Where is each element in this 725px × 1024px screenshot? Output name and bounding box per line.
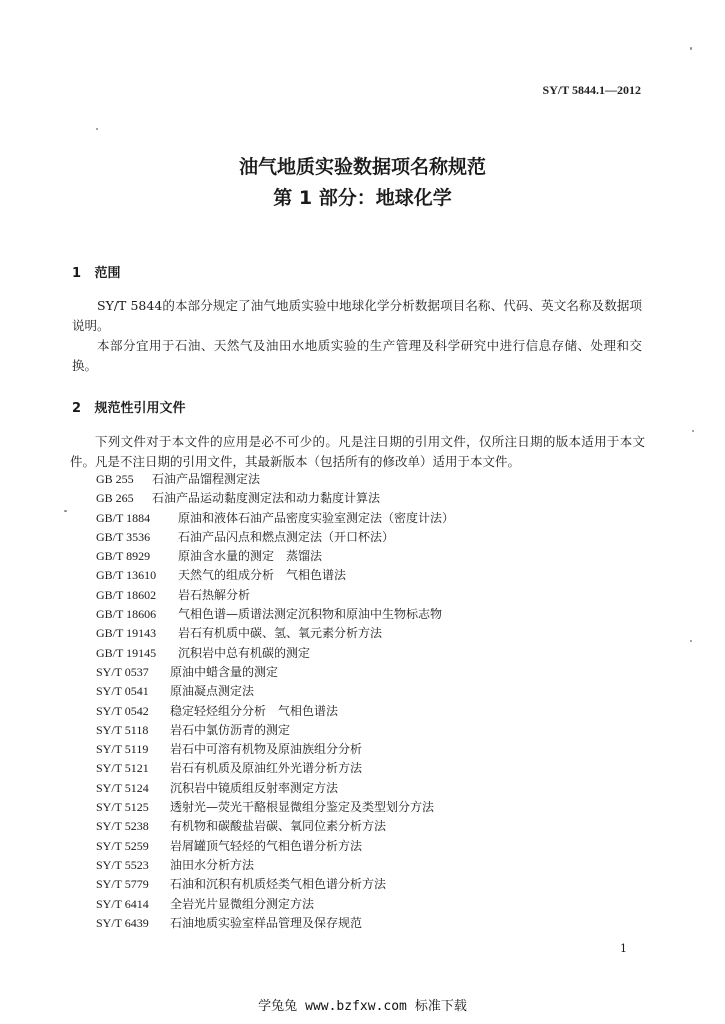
- footer-brand: 学兔兔: [258, 999, 298, 1014]
- section-number: 1: [72, 266, 82, 281]
- section-2-heading: [72, 397, 186, 416]
- reference-title: 岩石热解分析: [178, 587, 251, 602]
- standard-number: SY/T 5844.1—2012: [542, 83, 641, 97]
- reference-item: [96, 895, 454, 914]
- reference-code: GB 265: [96, 491, 134, 506]
- reference-title: 沉积岩中镜质组反射率测定方法: [170, 780, 339, 795]
- reference-code: SY/T 5523: [96, 857, 149, 872]
- reference-code: SY/T 5124: [96, 780, 149, 795]
- reference-item: [96, 624, 454, 643]
- reference-title: 石油产品闪点和燃点测定法（开口杯法）: [178, 529, 395, 544]
- reference-code: SY/T 0541: [96, 684, 149, 699]
- reference-item: [96, 856, 454, 875]
- watermark-footer: [0, 995, 725, 1014]
- reference-code: SY/T 0542: [96, 703, 149, 718]
- reference-code: SY/T 5118: [96, 722, 149, 737]
- normative-reference-list: [96, 470, 454, 933]
- scan-speck: [690, 47, 692, 50]
- document-subtitle: 第 1 部分：地球化学: [273, 187, 452, 209]
- reference-code: SY/T 5259: [96, 838, 149, 853]
- reference-item: [96, 779, 454, 798]
- reference-item: [96, 721, 454, 740]
- reference-code: GB/T 8929: [96, 549, 151, 564]
- reference-code: SY/T 5121: [96, 761, 149, 776]
- reference-item: [96, 817, 454, 836]
- reference-item: [96, 682, 454, 701]
- reference-code: SY/T 5125: [96, 800, 149, 815]
- reference-code: GB/T 3536: [96, 529, 151, 544]
- reference-title: 有机物和碳酸盐岩碳、氧同位素分析方法: [170, 819, 387, 834]
- reference-code: GB/T 13610: [96, 568, 157, 583]
- reference-item: [96, 470, 454, 489]
- section-1-paragraph-2: 本部分宜用于石油、天然气及油田水地质实验的生产管理及科学研究中进行信息存储、处理和交换。: [72, 337, 642, 373]
- reference-code: GB/T 19143: [96, 626, 157, 641]
- reference-title: 岩石中可溶有机物及原油族组分分析: [170, 742, 363, 757]
- section-2-paragraph-1: 下列文件对于本文件的应用是必不可少的。凡是注日期的引用文件，仅所注日期的版本适用于本文件。凡是不注日期的引用文件，其最新版本（包括所有的修改单）适用于本文件。: [70, 433, 645, 469]
- reference-code: GB/T 1884: [96, 510, 151, 525]
- reference-title: 石油和沉积有机质烃类气相色谱分析方法: [170, 877, 387, 892]
- reference-code: GB/T 18602: [96, 587, 157, 602]
- scan-speck: [96, 128, 98, 130]
- reference-code: GB/T 18606: [96, 607, 157, 622]
- scan-speck: [692, 430, 694, 432]
- section-1-paragraph-1: SY/T 5844的本部分规定了油气地质实验中地球化学分析数据项目名称、代码、英文名称及数据项说明。: [72, 297, 642, 333]
- reference-item: [96, 509, 454, 528]
- reference-title: 原油中蜡含量的测定: [170, 664, 279, 679]
- reference-item: [96, 663, 454, 682]
- reference-code: SY/T 5119: [96, 742, 149, 757]
- reference-title: 石油产品运动黏度测定法和动力黏度计算法: [152, 491, 381, 506]
- section-1-heading: [72, 262, 121, 281]
- reference-title: 岩石有机质及原油红外光谱分析方法: [170, 761, 363, 776]
- reference-code: SY/T 6414: [96, 896, 149, 911]
- reference-item: [96, 740, 454, 759]
- scan-speck: [64, 510, 67, 512]
- reference-title: 岩屑罐顶气轻烃的气相色谱分析方法: [170, 838, 363, 853]
- reference-item: [96, 489, 454, 508]
- reference-title: 天然气的组成分析 气相色谱法: [178, 568, 347, 583]
- document-title: 油气地质实验数据项名称规范: [238, 156, 486, 178]
- reference-item: [96, 837, 454, 856]
- reference-item: [96, 566, 454, 585]
- reference-title: 稳定轻烃组分分析 气相色谱法: [170, 703, 339, 718]
- reference-title: 岩石中氯仿沥青的测定: [170, 722, 291, 737]
- reference-code: GB/T 19145: [96, 645, 157, 660]
- footer-tagline: 标准下载: [414, 999, 467, 1014]
- section-title: 范围: [94, 266, 121, 281]
- reference-title: 石油地质实验室样品管理及保存规范: [170, 915, 363, 930]
- reference-code: SY/T 0537: [96, 664, 149, 679]
- reference-code: SY/T 5238: [96, 819, 149, 834]
- reference-title: 油田水分析方法: [170, 857, 255, 872]
- reference-item: [96, 644, 454, 663]
- reference-title: 透射光—荧光干酪根显微组分鉴定及类型划分方法: [170, 800, 435, 815]
- reference-item: [96, 605, 454, 624]
- reference-title: 气相色谱—质谱法测定沉积物和原油中生物标志物: [178, 607, 443, 622]
- reference-item: [96, 759, 454, 778]
- reference-item: [96, 875, 454, 894]
- reference-item: [96, 528, 454, 547]
- reference-code: SY/T 6439: [96, 915, 149, 930]
- reference-title: 原油和液体石油产品密度实验室测定法（密度计法）: [178, 510, 455, 525]
- reference-item: [96, 586, 454, 605]
- reference-title: 岩石有机质中碳、氢、氧元素分析方法: [178, 626, 383, 641]
- reference-title: 原油含水量的测定 蒸馏法: [178, 549, 323, 564]
- reference-item: [96, 547, 454, 566]
- section-title: 规范性引用文件: [94, 401, 186, 416]
- reference-item: [96, 798, 454, 817]
- section-number: 2: [72, 401, 82, 416]
- reference-code: SY/T 5779: [96, 877, 149, 892]
- reference-title: 原油凝点测定法: [170, 684, 255, 699]
- page-number: 1: [620, 942, 627, 955]
- footer-url[interactable]: www.bzfxw.com: [305, 999, 407, 1014]
- reference-title: 全岩光片显微组分测定方法: [170, 896, 315, 911]
- reference-title: 沉积岩中总有机碳的测定: [178, 645, 311, 660]
- reference-item: [96, 702, 454, 721]
- reference-code: GB 255: [96, 472, 134, 486]
- scan-speck: [690, 640, 692, 642]
- reference-title: 石油产品馏程测定法: [152, 472, 261, 486]
- reference-item: [96, 914, 454, 933]
